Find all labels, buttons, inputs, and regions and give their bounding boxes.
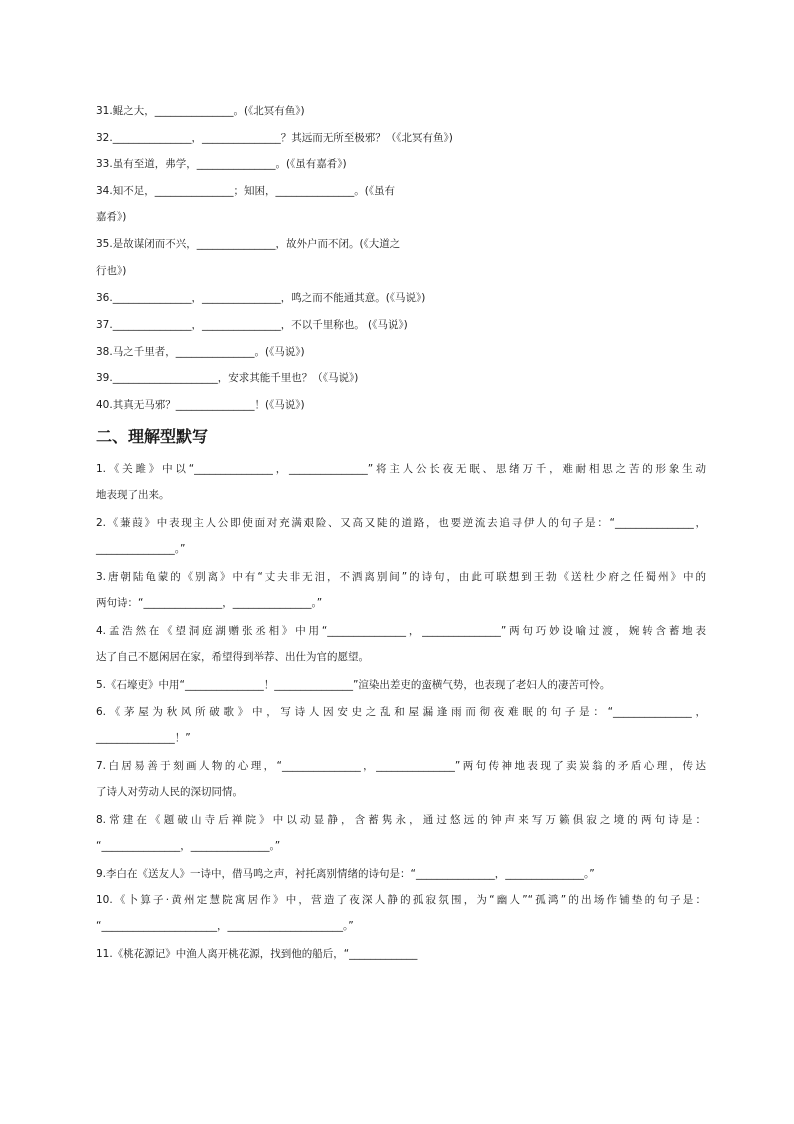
question-39: 39.____________________，安求其能千里也？（《马说》) <box>96 372 359 384</box>
question-6: 6.《茅屋为秋风所破歌》中，写诗人因安史之乱和屋漏逢雨而彻夜难眠的句子是：“_______________， <box>96 706 706 718</box>
question-36: 36._______________，_______________，鸣之而不能通其意。(《马说》) <box>96 292 426 304</box>
question-1: 1.《关雎》中以“_______________，_______________”将主人公长夜无眠、思绪万千，难耐相思之苦的形象生动 <box>96 463 706 475</box>
question-34: 34.知不足，_______________；知困，_______________。(《虽有 <box>96 185 396 197</box>
question-8-cont: “_______________，_______________。” <box>96 840 281 852</box>
question-10-cont: “______________________，______________________。” <box>96 920 354 932</box>
question-3: 3.唐朝陆龟蒙的《别离》中有“丈夫非无泪，不洒离别间”的诗句，由此可联想到王勃《送杜少府之任蜀州》中的 <box>96 571 706 583</box>
question-5: 5.《石壕吏》中用“_______________！_______________”渲染出差吏的蛮横气势，也表现了老妇人的凄苦可怜。 <box>96 679 611 691</box>
question-32: 32._______________，_______________？其远而无所至极邪？（《北冥有鱼》) <box>96 132 453 144</box>
question-4: 4.孟浩然在《望洞庭湖赠张丞相》中用“_______________，_______________”两句巧妙设喻过渡，婉转含蓄地表 <box>96 625 706 637</box>
question-2: 2.《蒹葭》中表现主人公即使面对充满艰险、又高又陡的道路，也要逆流去追寻伊人的句子是：“_______________， <box>96 517 706 529</box>
question-11: 11.《桃花源记》中渔人离开桃花源，找到他的船后，“_____________ <box>96 948 418 960</box>
question-1-cont: 地表现了出来。 <box>96 489 170 501</box>
question-33: 33.虽有至道，弗学，_______________。(《虽有嘉肴》) <box>96 158 347 170</box>
section-heading: 二、理解型默写 <box>96 427 209 446</box>
question-3-cont: 两句诗：“_______________，_______________。” <box>96 597 323 609</box>
question-8: 8.常建在《题破山寺后禅院》中以动显静，含蓄隽永，通过悠远的钟声来写万籁俱寂之境的两句诗是： <box>96 814 706 826</box>
question-4-cont: 达了自己不愿闲居在家，希望得到举荐、出仕为官的愿望。 <box>96 651 369 663</box>
question-10: 10.《卜算子·黄州定慧院寓居作》中，营造了夜深人静的孤寂氛围，为“幽人”“孤鸿”的出场作铺垫的句子是： <box>96 894 706 906</box>
question-7: 7.白居易善于刻画人物的心理，“_______________，_______________”两句传神地表现了卖炭翁的矛盾心理，传达 <box>96 760 706 772</box>
question-40: 40.其真无马邪？_______________！(《马说》) <box>96 399 305 411</box>
question-38: 38.马之千里者，_______________。(《马说》) <box>96 346 305 358</box>
question-34-cont: 嘉肴》) <box>96 211 127 223</box>
question-7-cont: 了诗人对劳动人民的深切同情。 <box>96 786 243 798</box>
question-37: 37._______________，_______________，不以千里称也。 (《马说》) <box>96 319 408 331</box>
question-35: 35.是故谋闭而不兴，_______________，故外户而不闭。(《大道之 <box>96 238 401 250</box>
question-31: 31.鲲之大，_______________。(《北冥有鱼》) <box>96 105 305 117</box>
question-6-cont: _______________！” <box>96 732 191 744</box>
question-2-cont: _______________。” <box>96 543 186 555</box>
question-35-cont: 行也》) <box>96 265 127 277</box>
question-9: 9.李白在《送友人》一诗中，借马鸣之声，衬托离别情绪的诗句是：“_______________，_______________。” <box>96 868 595 880</box>
